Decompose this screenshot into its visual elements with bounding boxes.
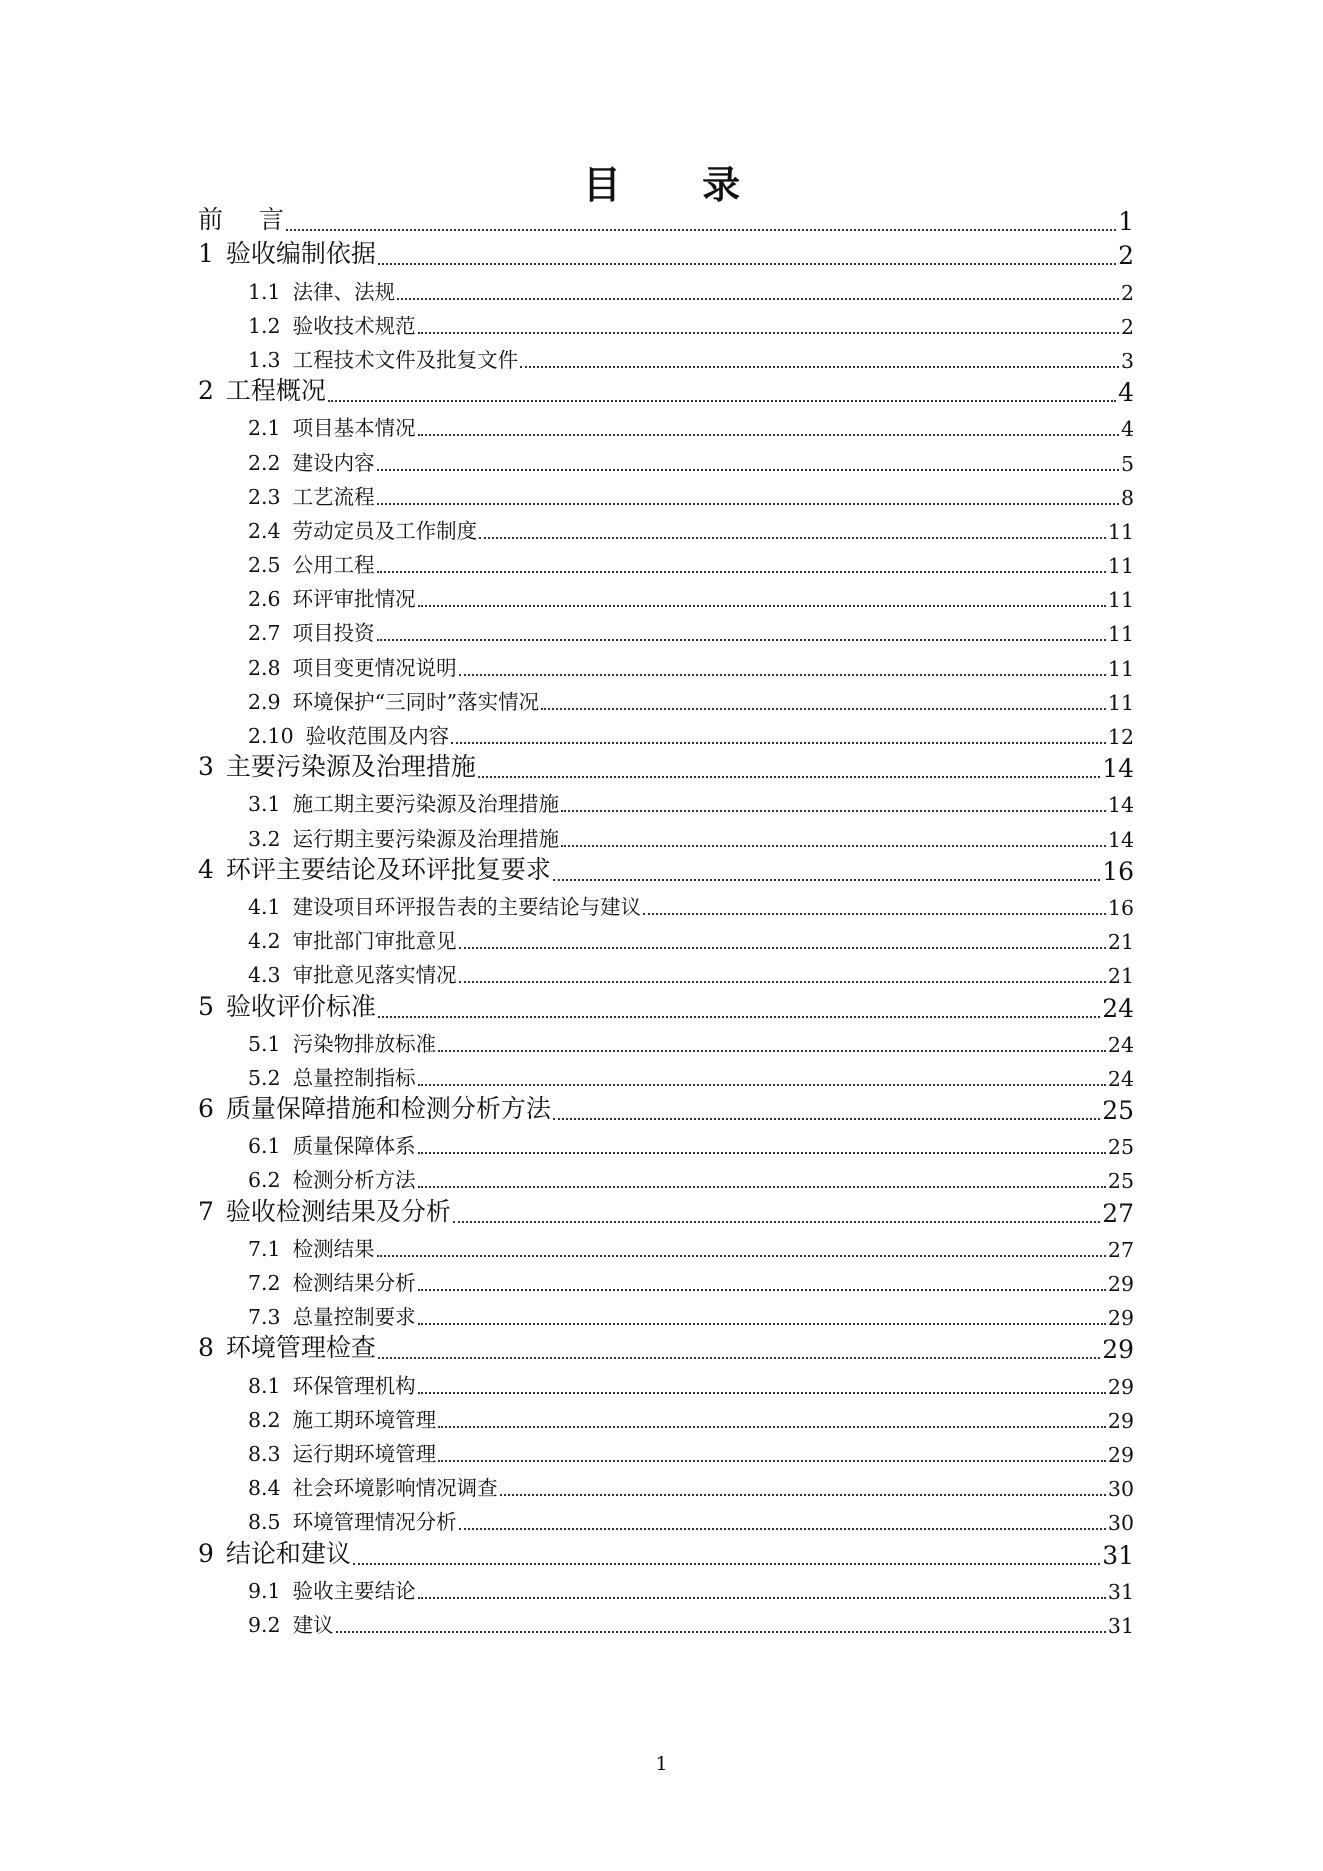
toc-entry[interactable] — [198, 1059, 1134, 1093]
toc-entry-page: 11 — [1107, 554, 1134, 579]
toc-entry-label: 工程技术文件及批复文件 — [292, 347, 519, 372]
toc-entry[interactable] — [198, 1093, 1134, 1127]
toc-entry-title — [248, 1505, 457, 1537]
toc-entry-title — [248, 787, 559, 819]
toc-entry[interactable] — [198, 1332, 1134, 1366]
toc-entry-number: 1 — [198, 239, 214, 269]
toc-entry-label: 项目基本情况 — [292, 416, 416, 441]
toc-entry-number: 7.3 — [248, 1305, 281, 1330]
toc-entry-title — [198, 1328, 376, 1366]
toc-entry-page: 12 — [1107, 725, 1134, 749]
toc-entry-page: 21 — [1107, 930, 1134, 955]
toc-entry-label: 主要污染源及治理措施 — [225, 752, 476, 782]
toc-entry-number: 5.1 — [248, 1031, 281, 1056]
toc-entry[interactable] — [198, 1606, 1134, 1640]
toc-entry-number: 7.2 — [248, 1271, 281, 1295]
toc-entry[interactable] — [198, 1230, 1134, 1264]
toc-entry[interactable] — [198, 1469, 1134, 1503]
toc-entry[interactable] — [198, 1572, 1134, 1606]
toc-entry-number: 2.4 — [248, 518, 281, 543]
toc-entry-page: 29 — [1102, 1335, 1134, 1365]
page-title: 目 录 — [582, 163, 775, 207]
toc-entry-number: 2.8 — [248, 655, 281, 680]
toc-entry-label: 工艺流程 — [292, 484, 375, 509]
toc-dot-leader — [438, 1460, 1106, 1462]
toc-entry-label: 运行期环境管理 — [292, 1441, 437, 1466]
toc-entry[interactable] — [198, 1537, 1134, 1571]
toc-dot-leader — [418, 434, 1119, 436]
toc-entry-page: 31 — [1107, 1613, 1134, 1638]
toc-entry[interactable] — [198, 1298, 1134, 1332]
toc-entry-label: 环境管理情况分析 — [292, 1510, 457, 1535]
toc-entry-label: 运行期主要污染源及治理措施 — [292, 826, 560, 851]
toc-dot-leader — [328, 400, 1116, 402]
toc-entry-title — [248, 275, 395, 307]
toc-entry-label: 建设项目环评报告表的主要结论与建议 — [292, 894, 642, 919]
toc-entry-label: 审批意见落实情况 — [292, 963, 457, 988]
toc-entry-title — [198, 987, 376, 1025]
toc-entry[interactable] — [198, 888, 1134, 922]
toc-entry[interactable] — [198, 614, 1134, 648]
toc-entry-page: 3 — [1120, 348, 1134, 373]
toc-entry-number: 1.2 — [248, 313, 281, 338]
toc-entry-title — [248, 1403, 436, 1435]
toc-dot-leader — [377, 503, 1119, 505]
toc-entry-label: 项目投资 — [292, 621, 375, 646]
toc-entry-label: 污染物排放标准 — [292, 1031, 437, 1056]
toc-entry-title — [248, 822, 559, 854]
toc-entry-page: 30 — [1107, 1511, 1134, 1536]
toc-dot-leader — [397, 298, 1119, 300]
toc-entry[interactable] — [198, 956, 1134, 990]
toc-dot-leader — [418, 1186, 1106, 1188]
toc-entry-title — [198, 1192, 451, 1230]
toc-entry-number: 前 — [198, 205, 224, 235]
toc-entry-label: 工程概况 — [225, 376, 326, 406]
toc-entry-number: 2.6 — [248, 587, 281, 612]
toc-entry-title — [248, 1300, 416, 1332]
toc-entry-number: 3.2 — [248, 826, 281, 851]
toc-entry-number: 2.2 — [248, 450, 281, 475]
toc-entry-page: 14 — [1107, 827, 1134, 852]
toc-dot-leader — [500, 1494, 1106, 1496]
toc-entry-title — [248, 309, 416, 341]
toc-entry-number: 7 — [198, 1196, 214, 1226]
toc-entry[interactable] — [198, 443, 1134, 477]
toc-entry-number: 4.3 — [248, 963, 281, 988]
toc-entry-page: 8 — [1120, 485, 1134, 510]
toc-entry-label: 劳动定员及工作制度 — [292, 518, 478, 543]
toc-entry-label: 检测结果分析 — [292, 1271, 416, 1295]
toc-entry-number: 8.4 — [248, 1476, 281, 1501]
toc-entry-label: 言 — [259, 205, 285, 235]
toc-entry-page: 27 — [1102, 1198, 1134, 1228]
toc-entry-number: 2.3 — [248, 484, 281, 509]
toc-entry-page: 14 — [1107, 793, 1134, 818]
toc-entry-label: 环境保护“三同时”落实情况 — [292, 689, 540, 714]
toc-entry[interactable] — [198, 375, 1134, 409]
toc-dot-leader — [643, 913, 1106, 915]
toc-dot-leader — [286, 229, 1116, 231]
table-of-contents — [198, 204, 1134, 1640]
toc-entry[interactable] — [198, 751, 1134, 785]
toc-entry-label: 社会环境影响情况调查 — [292, 1476, 498, 1501]
toc-entry-number: 2.5 — [248, 553, 281, 578]
toc-dot-leader — [378, 1357, 1100, 1359]
toc-entry[interactable] — [198, 1127, 1134, 1161]
toc-entry-number: 8.1 — [248, 1373, 281, 1398]
toc-entry-number: 8.2 — [248, 1407, 281, 1432]
toc-entry[interactable] — [198, 546, 1134, 580]
toc-dot-leader — [377, 571, 1106, 573]
toc-dot-leader — [377, 1255, 1106, 1257]
toc-entry-number: 4.1 — [248, 894, 281, 919]
toc-dot-leader — [541, 708, 1106, 710]
toc-entry-title — [198, 747, 476, 785]
toc-entry-label: 总量控制指标 — [292, 1065, 416, 1090]
toc-entry[interactable] — [198, 238, 1134, 272]
toc-dot-leader — [418, 1597, 1106, 1599]
toc-entry-label: 法律、法规 — [292, 279, 396, 304]
toc-entry-title — [248, 343, 518, 375]
toc-entry-title — [248, 514, 477, 546]
toc-entry-label: 环评主要结论及环评批复要求 — [225, 854, 551, 884]
toc-dot-leader — [418, 332, 1119, 334]
toc-entry-number: 6.1 — [248, 1134, 281, 1159]
toc-entry-number: 4.2 — [248, 929, 281, 954]
toc-entry-label: 检测结果 — [292, 1236, 375, 1261]
toc-dot-leader — [459, 1528, 1106, 1530]
toc-entry-title — [248, 685, 539, 717]
toc-entry-title — [248, 1129, 416, 1161]
toc-entry-label: 结论和建议 — [225, 1538, 351, 1568]
toc-entry-title — [248, 1232, 375, 1264]
toc-dot-leader — [418, 1323, 1106, 1325]
toc-entry-label: 质量保障措施和检测分析方法 — [225, 1094, 551, 1124]
toc-entry-number: 9.2 — [248, 1612, 281, 1637]
toc-dot-leader — [453, 1221, 1100, 1223]
toc-entry-page: 16 — [1102, 856, 1134, 886]
toc-entry-number: 1.3 — [248, 347, 281, 372]
toc-entry-page: 1 — [1118, 207, 1134, 237]
toc-entry-page: 16 — [1107, 895, 1134, 920]
toc-dot-leader — [553, 1118, 1100, 1120]
toc-entry[interactable] — [198, 922, 1134, 956]
toc-entry-label: 环保管理机构 — [292, 1373, 416, 1398]
toc-entry[interactable] — [198, 580, 1134, 614]
toc-entry[interactable] — [198, 341, 1134, 375]
toc-entry-label: 环境管理检查 — [225, 1333, 376, 1363]
toc-entry-page: 25 — [1107, 1169, 1134, 1194]
toc-entry-title — [248, 719, 449, 751]
toc-entry-title — [248, 446, 375, 478]
toc-entry-number: 2.1 — [248, 416, 281, 441]
toc-entry-page: 2 — [1120, 314, 1134, 339]
toc-entry-label: 总量控制要求 — [292, 1305, 416, 1330]
toc-dot-leader — [451, 742, 1106, 744]
toc-entry[interactable] — [198, 785, 1134, 819]
toc-entry-title — [198, 1534, 351, 1572]
toc-dot-leader — [520, 366, 1119, 368]
toc-entry-number: 8.5 — [248, 1510, 281, 1535]
toc-entry[interactable] — [198, 478, 1134, 512]
toc-entry-page: 11 — [1107, 519, 1134, 544]
toc-entry-number: 6 — [198, 1094, 214, 1124]
toc-dot-leader — [377, 469, 1119, 471]
toc-entry-title — [248, 480, 375, 512]
toc-entry-label: 质量保障体系 — [292, 1134, 416, 1159]
toc-dot-leader — [418, 1152, 1106, 1154]
toc-entry[interactable] — [198, 512, 1134, 546]
toc-entry[interactable] — [198, 204, 1134, 238]
toc-dot-leader — [459, 981, 1106, 983]
toc-entry[interactable] — [198, 1503, 1134, 1537]
toc-dot-leader — [561, 845, 1106, 847]
toc-entry-title — [248, 582, 416, 614]
toc-entry-number: 3.1 — [248, 792, 281, 817]
toc-entry-page: 2 — [1120, 280, 1134, 305]
toc-entry-page: 29 — [1107, 1408, 1134, 1433]
toc-dot-leader — [438, 1050, 1106, 1052]
toc-entry[interactable] — [198, 1401, 1134, 1435]
toc-entry-label: 检测分析方法 — [292, 1168, 416, 1193]
toc-dot-leader — [479, 537, 1106, 539]
toc-dot-leader — [418, 1392, 1106, 1394]
toc-dot-leader — [377, 639, 1106, 641]
toc-entry-label: 验收范围及内容 — [305, 724, 450, 748]
toc-entry-title — [248, 890, 641, 922]
toc-entry-page: 24 — [1107, 1066, 1134, 1091]
toc-entry-number: 8.3 — [248, 1441, 281, 1466]
toc-entry-label: 施工期主要污染源及治理措施 — [292, 792, 560, 817]
toc-entry-page: 21 — [1107, 964, 1134, 989]
toc-entry-title — [248, 1574, 416, 1606]
toc-entry-page: 5 — [1120, 451, 1134, 476]
toc-entry[interactable] — [198, 1366, 1134, 1400]
toc-entry-page: 31 — [1107, 1579, 1134, 1604]
toc-entry-label: 建设内容 — [292, 450, 375, 475]
toc-entry-label: 建议 — [292, 1612, 334, 1637]
toc-entry-title — [248, 548, 375, 580]
toc-entry-number: 4 — [198, 854, 214, 884]
toc-entry-title — [248, 924, 457, 956]
toc-entry-page: 29 — [1107, 1272, 1134, 1296]
toc-entry-number: 2 — [198, 376, 214, 406]
toc-entry-page: 14 — [1102, 754, 1134, 784]
toc-entry-title — [248, 411, 416, 443]
toc-entry[interactable] — [198, 1161, 1134, 1195]
toc-entry-title — [248, 1369, 416, 1401]
toc-entry-label: 验收主要结论 — [292, 1578, 416, 1603]
toc-entry-label: 项目变更情况说明 — [292, 655, 457, 680]
toc-entry-page: 11 — [1107, 588, 1134, 613]
toc-entry-title — [198, 1089, 551, 1127]
toc-entry-number: 6.2 — [248, 1168, 281, 1193]
toc-entry-page: 29 — [1107, 1306, 1134, 1331]
toc-entry-page: 25 — [1107, 1135, 1134, 1160]
toc-entry-page: 31 — [1102, 1540, 1134, 1570]
toc-entry-number: 3 — [198, 752, 214, 782]
toc-entry-page: 25 — [1102, 1096, 1134, 1126]
toc-entry-page: 2 — [1118, 241, 1134, 271]
toc-entry-page: 11 — [1107, 690, 1134, 715]
toc-entry[interactable] — [198, 854, 1134, 888]
toc-entry-page: 11 — [1107, 656, 1134, 681]
toc-entry-title — [198, 200, 284, 238]
toc-entry[interactable] — [198, 990, 1134, 1024]
toc-entry-number: 7.1 — [248, 1236, 281, 1261]
toc-dot-leader — [418, 605, 1106, 607]
toc-dot-leader — [459, 674, 1106, 676]
toc-dot-leader — [378, 263, 1116, 265]
toc-entry[interactable] — [198, 819, 1134, 853]
toc-dot-leader — [336, 1631, 1106, 1633]
toc-entry[interactable] — [198, 272, 1134, 306]
toc-entry-title — [198, 234, 376, 272]
toc-dot-leader — [438, 1426, 1106, 1428]
toc-entry[interactable] — [198, 1025, 1134, 1059]
toc-entry-page: 4 — [1118, 378, 1134, 408]
page-number: 1 — [655, 1753, 668, 1775]
toc-dot-leader — [478, 776, 1100, 778]
toc-entry[interactable] — [198, 648, 1134, 682]
toc-entry-title — [248, 1437, 436, 1469]
toc-entry-title — [248, 1027, 436, 1059]
toc-dot-leader — [353, 1563, 1100, 1565]
toc-entry-title — [248, 958, 457, 990]
toc-entry-label: 验收检测结果及分析 — [225, 1196, 451, 1226]
toc-entry-label: 验收评价标准 — [225, 991, 376, 1021]
toc-entry-title — [198, 371, 326, 409]
toc-entry-page: 29 — [1107, 1374, 1134, 1399]
toc-dot-leader — [553, 879, 1100, 881]
toc-dot-leader — [378, 1016, 1100, 1018]
toc-entry-number: 2.10 — [248, 724, 294, 748]
toc-entry[interactable] — [198, 717, 1134, 751]
toc-entry-number: 1.1 — [248, 279, 281, 304]
toc-dot-leader — [418, 1289, 1106, 1291]
toc-entry-title — [198, 850, 551, 888]
toc-dot-leader — [459, 947, 1106, 949]
toc-entry-number: 8 — [198, 1333, 214, 1363]
toc-entry-title — [248, 616, 375, 648]
toc-entry-page: 4 — [1120, 417, 1134, 442]
toc-entry[interactable] — [198, 1435, 1134, 1469]
toc-entry[interactable] — [198, 1264, 1134, 1298]
toc-dot-leader — [418, 1084, 1106, 1086]
toc-entry-page: 29 — [1107, 1442, 1134, 1467]
toc-entry-title — [248, 1608, 334, 1640]
toc-entry-label: 审批部门审批意见 — [292, 929, 457, 954]
toc-entry-page: 24 — [1107, 1032, 1134, 1057]
toc-entry-page: 11 — [1107, 622, 1134, 647]
toc-entry-number: 9 — [198, 1538, 214, 1568]
toc-entry-label: 验收技术规范 — [292, 313, 416, 338]
toc-entry-label: 环评审批情况 — [292, 587, 416, 612]
toc-entry-number: 5 — [198, 991, 214, 1021]
toc-entry-label: 施工期环境管理 — [292, 1407, 437, 1432]
toc-entry-title — [248, 651, 457, 683]
toc-entry-page: 30 — [1107, 1477, 1134, 1502]
toc-entry-title — [248, 1163, 416, 1195]
toc-entry-number: 2.7 — [248, 621, 281, 646]
toc-entry[interactable] — [198, 1195, 1134, 1229]
toc-dot-leader — [561, 810, 1106, 812]
toc-entry-number: 9.1 — [248, 1578, 281, 1603]
toc-entry-number: 5.2 — [248, 1065, 281, 1090]
toc-entry-label: 验收编制依据 — [225, 239, 376, 269]
toc-entry-number: 2.9 — [248, 689, 281, 714]
toc-entry-title — [248, 1471, 498, 1503]
toc-entry-page: 24 — [1102, 993, 1134, 1023]
toc-entry[interactable] — [198, 307, 1134, 341]
toc-entry[interactable] — [198, 409, 1134, 443]
toc-entry-page: 27 — [1107, 1237, 1134, 1262]
toc-entry-title — [248, 1061, 416, 1093]
toc-entry-label: 公用工程 — [292, 553, 375, 578]
toc-entry[interactable] — [198, 683, 1134, 717]
toc-entry-title — [248, 1266, 416, 1298]
